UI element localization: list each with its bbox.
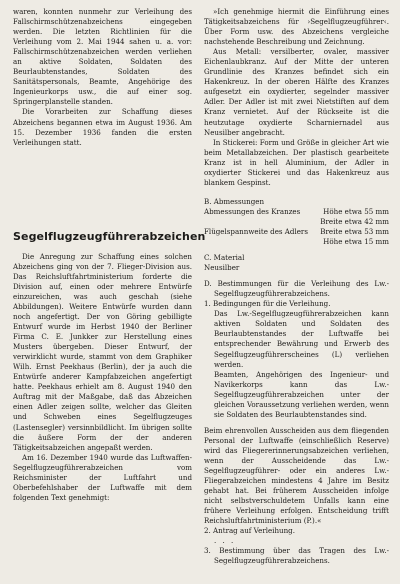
suggestion-paragraph: Die Anregung zur Schaffung eines solchen Abzeichens ging von der 7. Flieger-Division aus. Das Reichsluftfahrtministerium forderte die Division auf, einen oder mehrere Entwürfe einzureichen, was auch geschah (siehe Abbildungen). Weitere Entwürfe wurden dann noch angefertigt. Der von Göring gebilligte Entwurf wurde im Herbst 1940 der Berliner Firma C. E. Junkker zur Herstellung eines Musters übergeben. Dieser Entwurf, der verwirklicht wurde, stammt von dem Graphiker Wilh. Ernst Peekhaus (Berlin), der ja auch die Entwürfe anderer Kampfabzeichen angefertigt hatte. Peekhaus erhielt am 8. August 1940 den Auftrag mit der Maßgabe, daß das Abzeichen einen Adler zeigen sollte, welcher das Gleiten und Schweben eines Segelflugzeuges (Lastensegler) versinnbildlicht. Im übrigen sollte die äußere Form der der anderen Tätigkeitsabzeichen angepaßt werden. — [13, 251, 192, 452]
section-b-heading: B. Abmessungen — [204, 196, 265, 206]
dimension-row — [204, 227, 389, 237]
left-column — [13, 7, 206, 503]
approval-paragraph: Am 16. Dezember 1940 wurde das Luftwaffen-Segelflugzeugführerabzeichen vom Reichsminister der Luftfahrt und Oberbefehlshaber der Luftwaffe mit dem folgenden Text genehmigt: — [13, 452, 192, 502]
section-d-heading: D. Bestimmungen für die Verleihung des Lw.-Segelflugzeugführerabzeichens. — [204, 279, 389, 299]
intro-paragraph: waren, konnten nunmehr zur Verleihung des Fallschirmschützenabzeichens eingegeben werden. Die letzten Richtlinien für die Verleihung vom 2. Mai 1944 sahen u. a. vor: Fallschirmschützenabzeichen werden verliehen an aktive Soldaten, Soldaten des Beurlaubtenstandes, Soldaten des Sanitätspersonals, Beamte, Angehörige des Ingenieurkorps usw., die auf einer sog. Springerplanstelle standen. — [13, 7, 192, 107]
list-item-1-text: Das Lw.-Segelflugzeugführerabzeichen kann aktiven Soldaten und Soldaten des Beurlaubtenstandes der Luftwaffe bei entsprechender Bewährung und Erwerb des Segelflugzeugführerscheines (L) verliehen werden. — [214, 309, 389, 369]
list-item-2: 2. Antrag auf Verleihung. — [204, 526, 295, 536]
quote-metal-description: Aus Metall: versilberter, ovaler, massiver Eichenlaubkranz. Auf der Mitte der unteren Grundlinie des Kranzes befindet sich ein Hakenkreuz. In der oberen Hälfte des Kranzes aufgesetzt ein oxydierter, segelnder massiver Adler. Der Adler ist mit zwei Nietstiften auf dem Kranz vernietet. Auf der Rückseite ist die heutzutage oxydierte Scharniernadel aus Neusilber angebracht. — [204, 47, 389, 137]
material-value: Neusilber — [204, 263, 240, 273]
list-item-1: 1. Bedingungen für die Verleihung. — [204, 299, 331, 309]
dimension-value: Höhe etwa 55 mm — [323, 206, 389, 216]
list-item-1-text-2: Beamten, Angehörigen des Ingenieur- und Navikerkorps kann das Lw.-Segelflugzeugführerabzeichen unter der gleichen Voraussetzung verliehen werden, wenn sie Soldaten des Beurlaubtenstandes sind. — [214, 369, 389, 419]
dimension-value: Höhe etwa 15 mm — [323, 237, 389, 247]
dimension-row — [204, 217, 389, 227]
honor-paragraph: Beim ehrenvollen Ausscheiden aus dem fliegenden Personal der Luftwaffe (einschließlich Reserve) wird das Fliegererinnerungsabzeichen verliehen, wenn der Ausscheidende das Lw.-Segelflugzeugführer- oder ein anderes Lw.-Fliegerabzeichen mindestens 4 Jahre im Besitz gehabt hat. Bei früherem Ausscheiden infolge nicht selbstverschuldetem Unfalls kann eine frühere Verleihung erfolgen. Entscheidung trifft Reichsluftfahrtministerium (P.).« — [204, 425, 389, 526]
dimension-row — [204, 237, 389, 247]
dimension-row — [204, 207, 389, 217]
list-item-3: 3. Bestimmung über das Tragen des Lw.-Segelflugzeugführerabzeichens. — [204, 546, 389, 566]
dimension-label: Abmessungen des Kranzes — [204, 206, 301, 216]
preparation-paragraph: Die Vorarbeiten zur Schaffung dieses Abzeichens begannen etwa im August 1936. Am 15. Dezember 1936 fanden die ersten Verleihungen statt. — [13, 107, 192, 147]
dimension-value: Breite etwa 42 mm — [320, 216, 389, 226]
right-column — [204, 7, 389, 566]
quote-embroidery-description: In Stickerei: Form und Größe in gleicher Art wie beim Metallabzeichen. Der plastisch gearbeitete Kranz ist in hell Aluminium, der Adler in oxydierter Stickerei und das Hakenkreuz aus blankem Gespinst. — [204, 137, 389, 187]
ellipsis: . . . — [214, 536, 236, 546]
quote-introduction: »Ich genehmige hiermit die Einführung eines Tätigkeitsabzeichens für ›Segelflugzeugführer‹. Über Form usw. des Abzeichens vergleiche nachstehende Beschreibung und Zeichnung. — [204, 7, 389, 47]
dimension-label: Flügelspannweite des Adlers — [204, 226, 308, 236]
spacer — [204, 188, 389, 197]
dimension-value: Breite etwa 53 mm — [320, 226, 389, 236]
section-c-heading: C. Material — [204, 253, 245, 263]
section-heading: Segelflugzeugführerabzeichen — [13, 229, 206, 243]
